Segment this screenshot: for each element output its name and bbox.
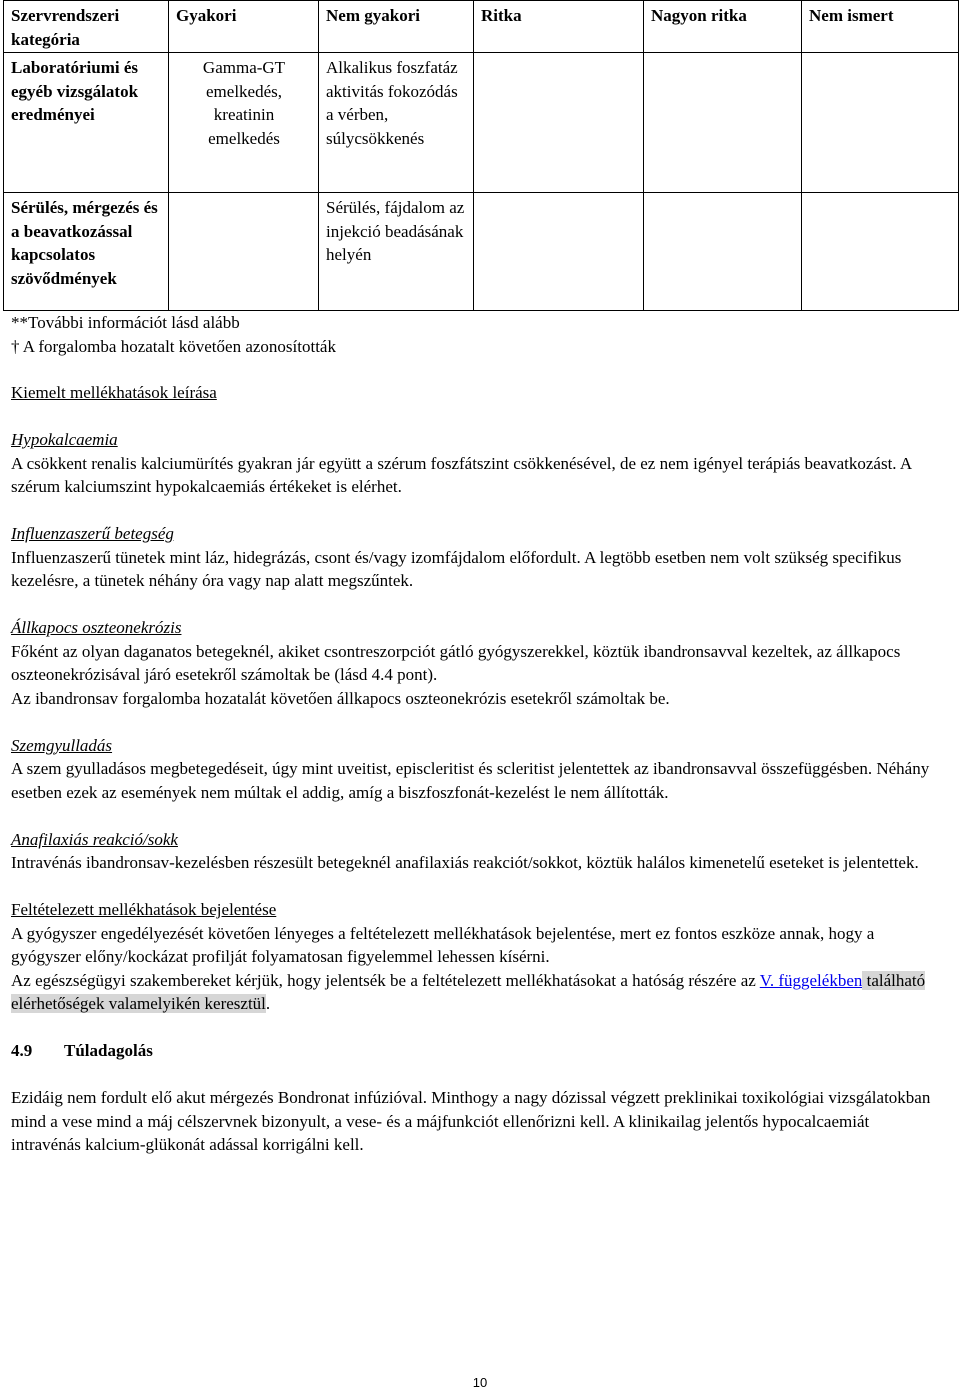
cell-nagyon-ritka (644, 53, 802, 193)
section-anaphylaxis (11, 828, 941, 875)
cell-nem-ismert (802, 193, 959, 311)
section-reporting (11, 898, 941, 1016)
section-heading-overdose (11, 1039, 941, 1063)
section-title: Influenzaszerű betegség (11, 524, 174, 543)
highlighted-text: található elérhetőségek valamelyikén keresztül (11, 970, 926, 1013)
cell-nem-ismert (802, 53, 959, 193)
main-content (11, 381, 941, 1157)
section-text: Influenzaszerű tünetek mint láz, hidegrázás, csont és/vagy izomfájdalom előfordult. A legtöbb esetben nem volt szükség specifikus kezelésre, a tünetek néhány óra vagy nap alatt megszűntek. (11, 547, 902, 590)
adverse-reactions-table (3, 0, 959, 311)
header-gyakori: Gyakori (169, 1, 319, 53)
table-header-row (4, 1, 959, 53)
footnote-post-marketing: † A forgalomba hozatalt követően azonosították (11, 336, 336, 356)
row-category: Laboratóriumi és egyéb vizsgálatok eredményei (4, 53, 169, 193)
section-jaw-osteonecrosis (11, 616, 941, 710)
cell-nem-gyakori: Alkalikus foszfatáz aktivitás fokozódás a vérben, súlycsökkenés (319, 53, 474, 193)
header-category: Szervrendszeri kategória (4, 1, 169, 53)
main-heading: Kiemelt mellékhatások leírása (11, 383, 217, 402)
section-title: Hypokalcaemia (11, 430, 118, 449)
section-title: Szemgyulladás (11, 735, 113, 755)
section-title: Feltételezett mellékhatások bejelentése (11, 900, 277, 919)
section-eye-inflammation (11, 734, 941, 805)
cell-ritka (474, 53, 644, 193)
cell-gyakori (169, 193, 319, 311)
text-span: Az egészségügyi szakembereket kérjük, hogy jelentsék be a feltételezett mellékhatásokat a hatóság részére az (11, 970, 760, 990)
section-text: A csökkent renalis kalciumürítés gyakran jár együtt a szérum foszfátszint csökkenésével, de ez nem igényel terápiás beavatkozást. A szérum kalciumszint hypokalcaemiás értékeket is elérhet. (11, 453, 912, 496)
section-text: A szem gyulladásos megbetegedéseit, úgy mint uveitist, episcleritist és scleritist jelentettek az ibandronsavval összefüggésben. Néhány esetben ezek az események nem múltak el addig, amíg a biszfoszfonát-kezelést le nem állították. (11, 759, 930, 802)
section-influenza-like (11, 522, 941, 593)
cell-gyakori: Gamma-GT emelkedés, kreatinin emelkedés (169, 53, 319, 193)
overdose-text: Ezidáig nem fordult elő akut mérgezés Bondronat infúzióval. Minthogy a nagy dózissal végzett preklinikai toxikológiai vizsgálatokban mind a vese mind a máj célszervnek bizonyult, a vese- és a májfunkciót ellenőrizni kell. A klinikailag jelentős hypocalcaemiát intravénás kalcium-glükonát adással korrigálni kell. (11, 1088, 931, 1154)
cell-nagyon-ritka (644, 193, 802, 311)
appendix-v-link[interactable]: V. függelékben (759, 970, 863, 990)
table-row (4, 53, 959, 193)
section-heading-selected-reactions (11, 381, 941, 405)
cell-ritka (474, 193, 644, 311)
header-nagyon-ritka: Nagyon ritka (644, 1, 802, 53)
row-category: Sérülés, mérgezés és a beavatkozással kapcsolatos szövődmények (4, 193, 169, 311)
section-text: Főként az olyan daganatos betegeknél, akiket csontreszorpciót gátló gyógyszerekkel, köztük ibandronsavval kezeltek, az állkapocs oszteonekrózisával járó esetekről számoltak be (lásd 4.4 pont). (11, 641, 901, 684)
header-nem-ismert: Nem ismert (802, 1, 959, 53)
section-text: A gyógyszer engedélyezését követően lényeges a feltételezett mellékhatások bejelentése, mert ez fontos eszköze annak, hogy a gyógyszer előny/kockázat profilját folyamatosan figyelemmel lehessen kísérni. (11, 923, 875, 966)
section-title: Állkapocs oszteonekrózis (11, 618, 182, 637)
section-hypokalcaemia (11, 428, 941, 499)
table-row (4, 193, 959, 311)
section-title: Anafilaxiás reakció/sokk (11, 829, 178, 849)
header-nem-gyakori: Nem gyakori (319, 1, 474, 53)
footnote-more-info: **További információt lásd alább (11, 313, 240, 332)
section-text-with-link (11, 969, 941, 1016)
header-ritka: Ritka (474, 1, 644, 53)
section-text: Az ibandronsav forgalomba hozatalát követően állkapocs oszteonekrózis esetekről számoltak be. (11, 688, 670, 708)
table-footnotes (11, 311, 336, 358)
cell-nem-gyakori: Sérülés, fájdalom az injekció beadásának helyén (319, 193, 474, 311)
page-number: 10 (472, 1375, 488, 1390)
text-span: . (265, 994, 271, 1013)
section-text: Intravénás ibandronsav-kezelésben részesült betegeknél anafilaxiás reakciót/sokkot, köztük halálos kimenetelű eseteket is jelentettek. (11, 853, 919, 872)
section-number: 4.9 (11, 1041, 33, 1060)
section-title: Túladagolás (64, 1041, 153, 1060)
